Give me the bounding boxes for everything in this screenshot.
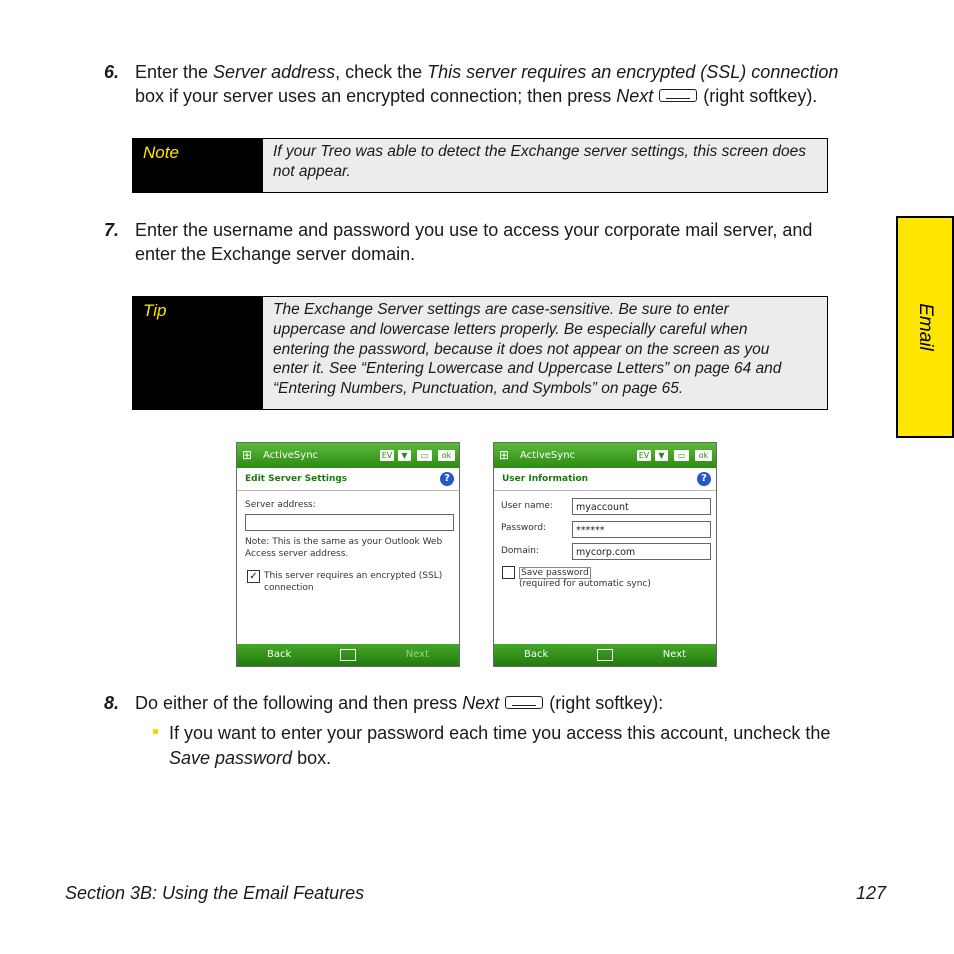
keyboard-icon[interactable] [597, 649, 613, 661]
tip-line: entering the password, because it does not appear on the screen as you [273, 340, 770, 358]
save-password-term: Save password [169, 748, 293, 768]
step-6-text: box if your server uses an encrypted connection; then press [135, 86, 617, 106]
screenshot-edit-server-settings [236, 442, 460, 667]
softkey-bar [237, 644, 459, 666]
tip-callout [132, 296, 828, 410]
title-bar [494, 443, 716, 468]
step-7-number: 7. [104, 220, 120, 240]
app-title: ActiveSync [263, 450, 319, 461]
step-7-line-1: Enter the username and password you use to access your corporate mail server, and [135, 220, 813, 240]
tip-label: Tip [133, 297, 263, 409]
back-softkey[interactable]: Back [267, 649, 292, 660]
tip-text [263, 297, 827, 409]
server-note-line-1: Note: This is the same as your Outlook Web [245, 537, 443, 547]
battery-icon: ▭ [674, 450, 689, 461]
password-input[interactable]: ****** [572, 521, 711, 538]
help-icon[interactable]: ? [440, 472, 454, 486]
step-8-text: (right softkey): [549, 693, 664, 713]
bullet-item [169, 721, 889, 770]
subtitle-bar [494, 468, 716, 491]
section-side-tab [896, 216, 954, 438]
tip-line: The Exchange Server settings are case-sensitive. Be sure to enter [273, 301, 729, 318]
signal-icon: ▼ [398, 450, 411, 461]
server-note-line-2: Access server address. [245, 549, 349, 559]
ok-button[interactable]: ok [695, 450, 712, 461]
step-6-number: 6. [104, 62, 120, 82]
bullet-line-2 [169, 746, 889, 770]
step-8-text: Do either of the following and then press [135, 693, 463, 713]
user-name-input[interactable]: myaccount [572, 498, 711, 515]
step-6-text: Enter the [135, 62, 214, 82]
bullet-line-1: If you want to enter your password each time you access this account, uncheck the [169, 723, 831, 743]
ssl-checkbox-label-2: connection [264, 583, 314, 593]
back-softkey[interactable]: Back [524, 649, 549, 660]
subtitle-bar [237, 468, 459, 491]
screenshot-user-information [493, 442, 717, 667]
tip-line: “Entering Numbers, Punctuation, and Symbols” on page 65. [273, 380, 684, 398]
step-6-text: , check the [335, 62, 428, 82]
ev-icon: EV [381, 451, 393, 460]
note-label: Note [133, 139, 263, 192]
windows-logo-icon: ⊞ [499, 448, 510, 462]
next-term: Next [462, 693, 500, 713]
server-address-term: Server address [213, 62, 336, 82]
side-tab-label: Email [915, 303, 936, 351]
next-softkey[interactable]: Next [405, 649, 429, 660]
step-8-number: 8. [104, 693, 120, 713]
note-callout [132, 138, 828, 193]
next-softkey[interactable]: Next [662, 649, 686, 660]
save-password-hint: (required for automatic sync) [519, 579, 651, 589]
ssl-term: This server requires an encrypted (SSL) connection [427, 62, 839, 82]
bullet-text: box. [292, 748, 332, 768]
help-icon[interactable]: ? [697, 472, 711, 486]
ok-button[interactable]: ok [438, 450, 455, 461]
domain-label: Domain: [501, 546, 539, 556]
title-bar [237, 443, 459, 468]
next-term: Next [616, 86, 654, 106]
tip-line: enter it. See “Entering Lowercase and Uppercase Letters” on page 64 and [273, 360, 782, 378]
softkey-bar [494, 644, 716, 666]
ssl-checkbox-label-1: This server requires an encrypted (SSL) [264, 571, 443, 581]
step-7-line-2: enter the Exchange server domain. [135, 244, 416, 264]
screen-subtitle: Edit Server Settings [245, 474, 348, 484]
step-6-text: (right softkey). [703, 86, 818, 106]
save-password-label: Save password [521, 568, 589, 578]
footer-page-number: 127 [856, 883, 887, 903]
softkey-icon [505, 696, 543, 709]
step-8-line [135, 691, 663, 715]
tip-line: uppercase and lowercase letters properly. Be especially careful when [273, 320, 748, 338]
app-title: ActiveSync [520, 450, 576, 461]
domain-input[interactable]: mycorp.com [572, 543, 711, 560]
softkey-icon [659, 89, 697, 102]
save-password-checkbox[interactable] [502, 566, 515, 579]
battery-icon: ▭ [417, 450, 432, 461]
ssl-checkbox[interactable]: ✓ [247, 570, 260, 583]
footer-section: Section 3B: Using the Email Features [65, 883, 365, 903]
screen-subtitle: User Information [502, 474, 589, 484]
password-label: Password: [501, 523, 547, 533]
keyboard-icon[interactable] [340, 649, 356, 661]
user-name-label: User name: [501, 501, 553, 511]
server-address-label: Server address: [245, 500, 316, 510]
step-6-line-2 [135, 84, 817, 108]
ev-icon: EV [638, 451, 650, 460]
note-text: If your Treo was able to detect the Exchange server settings, this screen does not appear. [263, 139, 827, 192]
bullet-icon [153, 729, 158, 734]
step-6-line-1 [135, 60, 838, 84]
signal-icon: ▼ [655, 450, 668, 461]
server-address-input[interactable] [245, 514, 454, 531]
windows-logo-icon: ⊞ [242, 448, 253, 462]
